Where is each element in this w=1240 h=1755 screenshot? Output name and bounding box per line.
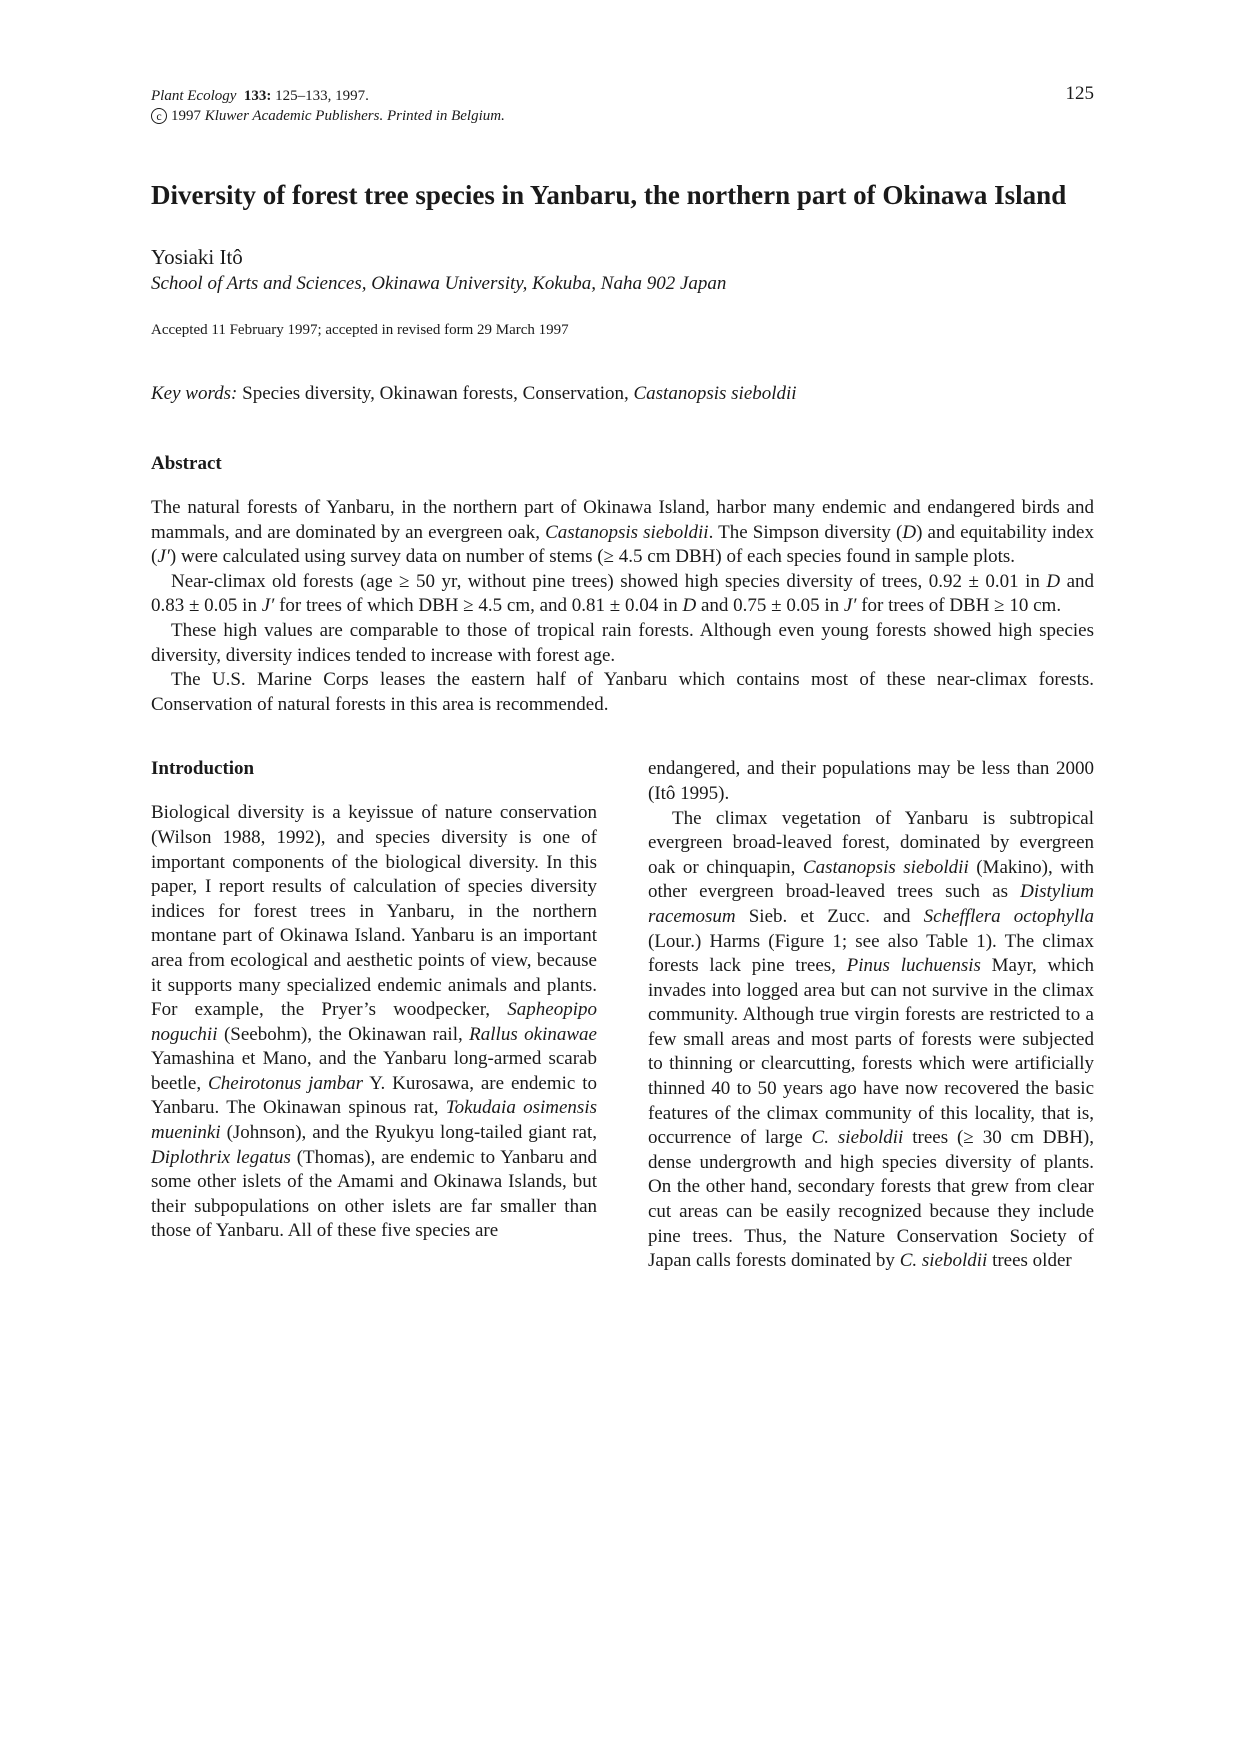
text-span: (Seebohm), the Okinawan rail, [217, 1023, 470, 1045]
text-span: Near-climax old forests (age ≥ 50 yr, without pine trees) showed high species diversity of trees, 0.92 ± 0.01 in [171, 570, 1047, 592]
body-paragraph: endangered, and their populations may be less than 2000 (Itô 1995). [648, 758, 1094, 804]
symbol-d: D [682, 595, 697, 617]
abstract-paragraph [151, 570, 1094, 619]
text-span: Sieb. et Zucc. and [735, 905, 924, 927]
abstract-paragraph: These high values are comparable to those of tropical rain forests. Although even young forests showed high species diversity, diversity indices tended to increase with forest age. [151, 619, 1094, 666]
species-name: C. sieboldii [899, 1250, 988, 1272]
text-span: Yamashina et Mano, and the Yanbaru long-armed scarab beetle, [151, 1048, 597, 1094]
author-affiliation: School of Arts and Sciences, Okinawa University, Kokuba, Naha 902 Japan [151, 273, 727, 294]
copyright-symbol: c [151, 108, 167, 124]
text-span: (Johnson), and the Ryukyu long-tailed giant rat, [220, 1122, 597, 1144]
accepted-dates: Accepted 11 February 1997; accepted in revised form 29 March 1997 [151, 322, 569, 338]
species-name: C. sieboldii [811, 1127, 904, 1149]
symbol-j: J′ [157, 546, 170, 568]
journal-pages-year: 125–133, 1997. [275, 88, 369, 104]
keywords [151, 382, 1094, 406]
species-name: Pinus luchuensis [846, 955, 981, 977]
abstract-paragraph: The U.S. Marine Corps leases the eastern half of Yanbaru which contains most of these near-climax forests. Conservation of natural forests in this area is recommended. [151, 669, 1094, 715]
body-paragraph [648, 807, 1094, 1274]
running-header [151, 83, 1094, 126]
symbol-d: D [1046, 570, 1061, 592]
species-name: Cheirotonus jambar [208, 1072, 364, 1094]
left-column [151, 757, 597, 1244]
text-span: Mayr, which invades into logged area but can not survive in the climax community. Although true virgin forests are restricted to a few small areas and most parts of forests were subjected to thinning or clearcutting, forests which were artificially thinned 40 to 50 years ago have now recovered the basic features of the climax community of this locality, that is, occurrence of large [648, 955, 1094, 1149]
journal-name: Plant Ecology [151, 88, 237, 104]
symbol-j: J′ [843, 595, 857, 617]
article-title: Diversity of forest tree species in Yanbaru, the northern part of Okinawa Island [151, 180, 1067, 210]
copyright-line [151, 106, 1094, 126]
species-name: Schefflera octophylla [923, 905, 1094, 927]
journal-citation [151, 83, 1094, 106]
text-span: Y. Kurosawa, are endemic to Yanbaru. The Okinawan spinous rat, [151, 1072, 597, 1119]
text-span: and 0.75 ± 0.05 in [696, 595, 844, 617]
abstract-heading: Abstract [151, 453, 222, 474]
text-span: trees older [987, 1250, 1072, 1272]
right-column [648, 757, 1094, 1273]
keywords-text: Species diversity, Okinawan forests, Conservation, [242, 383, 629, 404]
body-paragraph [151, 801, 597, 1244]
species-name: Diplothrix legatus [151, 1146, 291, 1168]
species-name: Castanopsis sieboldii [802, 856, 969, 878]
text-span: ) and equitability index ( [151, 521, 1094, 568]
species-name: Sapheopipo noguchii [151, 999, 597, 1045]
journal-volume: 133: [243, 88, 272, 104]
keywords-label: Key words: [151, 383, 238, 404]
species-name: Rallus okinawae [469, 1023, 597, 1045]
text-span: trees (≥ 30 cm DBH), dense undergrowth and high species diversity of plants. On the other hand, secondary forests that grew from clear cut areas can be easily recognized because they include pine trees. Thus, the Nature Conservation Society of Japan calls forests dominated by [648, 1127, 1094, 1272]
text-span: (Thomas), are endemic to Yanbaru and some other islets of the Amami and Okinawa Islands, but their subpopulations on other islets are far smaller than those of Yanbaru. All of these five species are [151, 1146, 597, 1242]
publisher: Kluwer Academic Publishers. Printed in Belgium. [204, 108, 505, 124]
species-name: Tokudaia osimensis mueninki [151, 1097, 598, 1144]
text-span: ) were calculated using survey data on number of stems (≥ 4.5 cm DBH) of each species found in sample plots. [169, 546, 1016, 568]
author-name: Yosiaki Itô [151, 245, 243, 269]
abstract-paragraph [151, 496, 1094, 570]
copyright-year: 1997 [171, 108, 201, 124]
text-span: for trees of which DBH ≥ 4.5 cm, and 0.81 ± 0.04 in [274, 595, 683, 617]
text-span: (Makino), with other evergreen broad-leaved trees such as [648, 856, 1094, 903]
symbol-j: J′ [261, 595, 275, 617]
text-span: (Lour.) Harms (Figure 1; see also Table 1). The climax forests lack pine trees, [648, 930, 1094, 977]
introduction-heading: Introduction [151, 758, 255, 780]
text-span: and 0.83 ± 0.05 in [151, 570, 1095, 617]
species-name: Castanopsis sieboldii [545, 521, 709, 543]
symbol-d: D [902, 521, 917, 543]
page-number: 125 [1065, 83, 1094, 104]
keywords-species: Castanopsis sieboldii [633, 383, 797, 404]
text-span: The natural forests of Yanbaru, in the northern part of Okinawa Island, harbor many endemic and endangered birds and mammals, and are dominated by an evergreen oak, [151, 497, 1094, 543]
text-span: Biological diversity is a keyissue of nature conservation (Wilson 1988, 1992), and species diversity is one of important components of the biological diversity. In this paper, I report results of calculation of species diversity indices for forest trees in Yanbaru, in the northern montane part of Okinawa Island. Yanbaru is an important area from ecological and aesthetic points of view, because it supports many specialized endemic animals and plants. For example, the Pryer’s woodpecker, [151, 802, 597, 1021]
paper-page [151, 0, 1095, 1272]
text-span: The climax vegetation of Yanbaru is subtropical evergreen broad-leaved forest, dominated by evergreen oak or chinquapin, [648, 807, 1094, 878]
text-span: for trees of DBH ≥ 10 cm. [856, 595, 1062, 617]
text-span: . The Simpson diversity ( [708, 521, 903, 543]
species-name: Distylium racemosum [648, 881, 1094, 927]
abstract-body [151, 496, 1094, 717]
